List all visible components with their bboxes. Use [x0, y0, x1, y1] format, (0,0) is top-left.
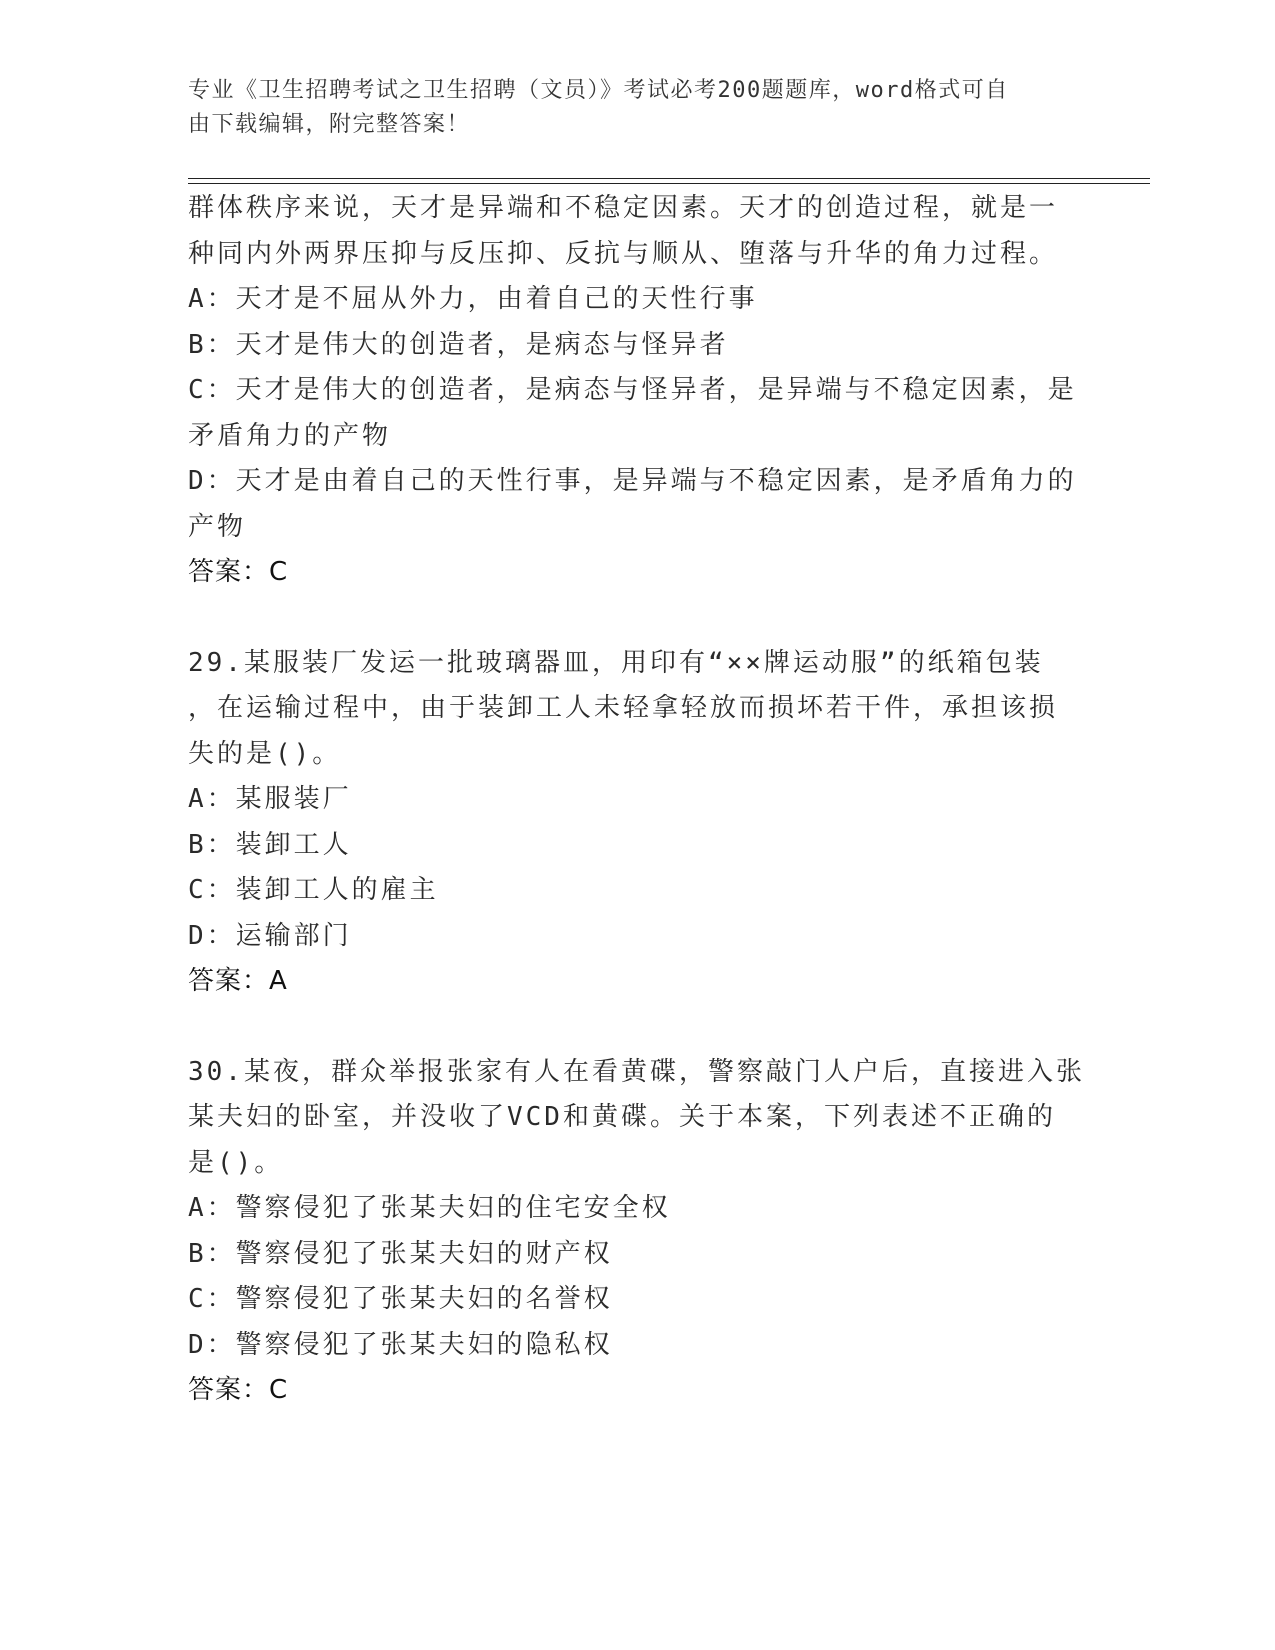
option-b: B：天才是伟大的创造者，是病态与怪异者	[188, 329, 729, 360]
question-28-continued	[188, 186, 1077, 596]
option-d: D：天才是由着自己的天性行事，是异端与不稳定因素，是矛盾角力的	[188, 466, 1077, 496]
answer-label: 答案：A	[188, 966, 288, 996]
question-stem-line: 30.某夜，群众举报张家有人在看黄碟，警察敲门人户后，直接进入张	[188, 1056, 1085, 1087]
question-stem-line: 失的是()。	[188, 738, 342, 769]
question-30	[188, 1050, 1085, 1414]
option-c: C：装卸工人的雇主	[188, 875, 439, 905]
header-divider-bottom	[188, 183, 1150, 184]
answer-label: 答案：C	[188, 1375, 289, 1405]
header-line-1: 专业《卫生招聘考试之卫生招聘（文员）》考试必考200题题库，word格式可自	[188, 78, 1009, 103]
header-divider-top	[188, 178, 1150, 179]
question-stem-line: 群体秩序来说，天才是异端和不稳定因素。天才的创造过程，就是一	[188, 193, 1059, 223]
option-c: C：天才是伟大的创造者，是病态与怪异者，是异端与不稳定因素，是	[188, 375, 1077, 405]
option-c: C：警察侵犯了张某夫妇的名誉权	[188, 1284, 613, 1314]
option-d: D：警察侵犯了张某夫妇的隐私权	[188, 1329, 613, 1360]
page-header	[188, 74, 1068, 142]
spacer	[188, 596, 1068, 641]
question-stem-line: 种同内外两界压抑与反压抑、反抗与顺从、堕落与升华的角力过程。	[188, 238, 1059, 269]
option-a: A：警察侵犯了张某夫妇的住宅安全权	[188, 1193, 671, 1223]
question-29	[188, 641, 1068, 1005]
answer-label: 答案：C	[188, 557, 289, 587]
question-stem-line: 某夫妇的卧室，并没收了VCD和黄碟。关于本案，下列表述不正确的	[188, 1102, 1056, 1132]
option-c-continued: 矛盾角力的产物	[188, 420, 392, 451]
question-stem-line: 是()。	[188, 1147, 284, 1178]
option-b: B：警察侵犯了张某夫妇的财产权	[188, 1238, 613, 1269]
question-stem-line: 29.某服装厂发运一批玻璃器皿，用印有“××牌运动服”的纸箱包装	[188, 647, 1044, 678]
spacer	[188, 1005, 1068, 1050]
question-stem-line: ，在运输过程中，由于装卸工人未轻拿轻放而损坏若干件，承担该损	[188, 693, 1059, 723]
option-a: A：某服装厂	[188, 784, 352, 814]
document-body	[188, 186, 1085, 1414]
option-a: A：天才是不屈从外力，由着自己的天性行事	[188, 284, 758, 314]
option-d: D：运输部门	[188, 920, 352, 951]
header-line-2: 由下载编辑，附完整答案！	[188, 112, 471, 137]
option-d-continued: 产物	[188, 511, 247, 542]
option-b: B：装卸工人	[188, 829, 352, 860]
